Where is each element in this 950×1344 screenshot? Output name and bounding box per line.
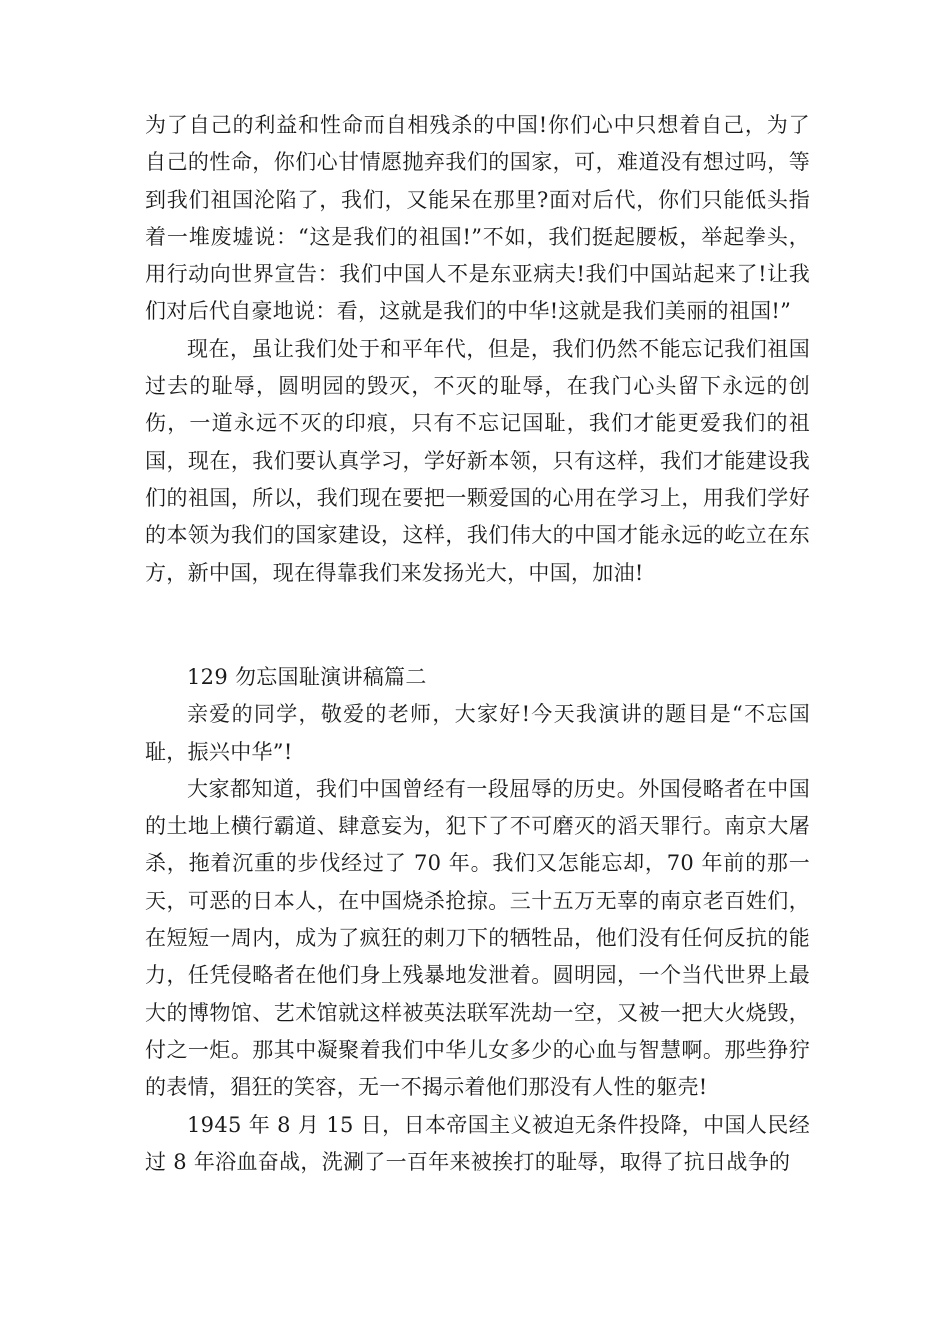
- section-two: [145, 659, 810, 1181]
- paragraph-continuation: 为了自己的利益和性命而自相残杀的中国!你们心中只想着自己，为了自己的性命，你们心甘情愿抛弃我们的国家，可，难道没有想过吗，等到我们祖国沦陷了，我们，又能呆在那里?面对后代，你们只能低头指着一堆废墟说：“这是我们的祖国!”不如，我们挺起腰板，举起拳头，用行动向世界宣告：我们中国人不是东亚病夫!我们中国站起来了!让我们对后代自豪地说：看，这就是我们的中华!这就是我们美丽的祖国!”: [145, 113, 810, 324]
- section-one: [145, 107, 810, 592]
- paragraph-history: 大家都知道，我们中国曾经有一段屈辱的历史。外国侵略者在中国的土地上横行霸道、肆意妄为，犯下了不可磨灭的滔天罪行。南京大屠杀，拖着沉重的步伐经过了 70 年。我们又怎能忘却，70 年前的那一天，可恶的日本人，在中国烧杀抢掠。三十五万无辜的南京老百姓们，在短短一周内，成为了疯狂的刺刀下的牺牲品，他们没有任何反抗的能力，任凭侵略者在他们身上残暴地发泄着。圆明园，一个当代世界上最大的博物馆、艺术馆就这样被英法联军洗劫一空，又被一把大火烧毁，付之一炬。那其中凝聚着我们中华儿女多少的心血与智慧啊。那些狰狞的表情，猖狂的笑容，无一不揭示着他们那没有人性的躯壳!: [145, 776, 810, 1100]
- paragraph-1945: 1945 年 8 月 15 日，日本帝国主义被迫无条件投降，中国人民经过 8 年浴血奋战，洗涮了一百年来被挨打的耻辱，取得了抗日战争的: [145, 1112, 810, 1174]
- paragraph-remember-shame: 现在，虽让我们处于和平年代，但是，我们仍然不能忘记我们祖国过去的耻辱，圆明园的毁灭，不灭的耻辱，在我门心头留下永远的创伤，一道永远不灭的印痕，只有不忘记国耻，我们才能更爱我们的祖国，现在，我们要认真学习，学好新本领，只有这样，我们才能建设我们的祖国，所以，我们现在要把一颗爱国的心用在学习上，用我们学好的本领为我们的国家建设，这样，我们伟大的中国才能永远的屹立在东方，新中国，现在得靠我们来发扬光大，中国，加油!: [145, 336, 810, 585]
- section-heading: 129 勿忘国耻演讲稿篇二: [187, 665, 427, 689]
- paragraph-greeting: 亲爱的同学，敬爱的老师，大家好!今天我演讲的题目是“不忘国耻，振兴中华”!: [145, 702, 810, 764]
